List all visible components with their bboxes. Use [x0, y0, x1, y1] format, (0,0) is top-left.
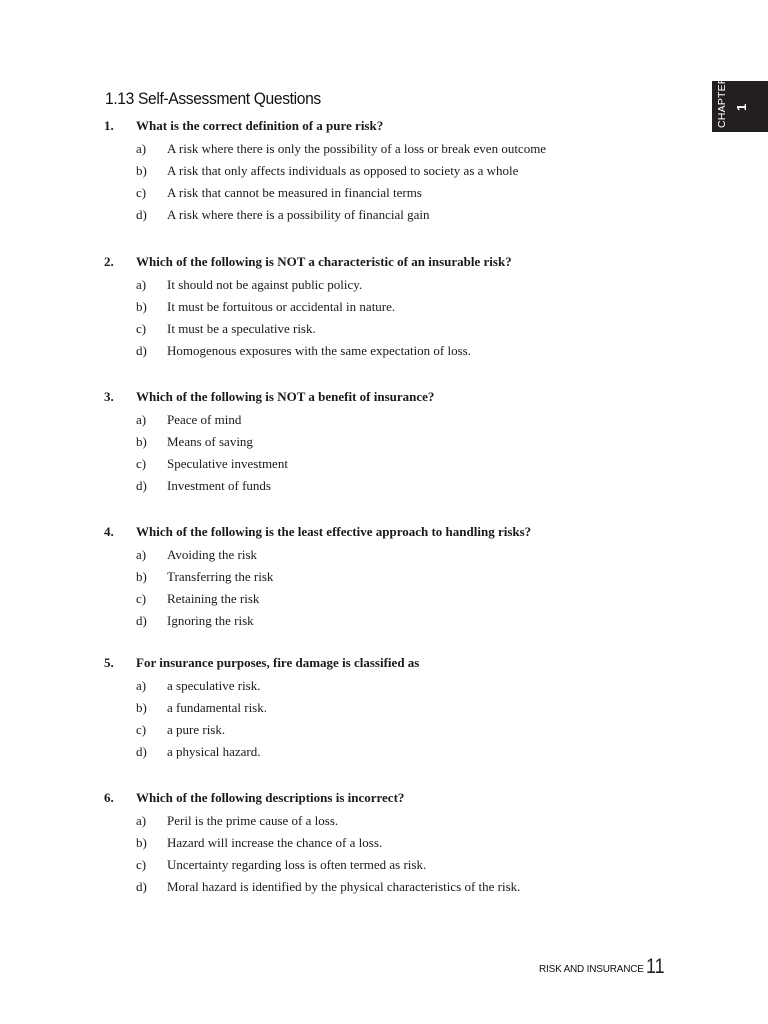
option-letter: a) [136, 678, 147, 693]
answer-option [0, 277, 700, 293]
answer-option [0, 163, 700, 179]
option-text: A risk that only affects individuals as opposed to society as a whole [167, 163, 519, 178]
question-number: 3. [104, 389, 114, 404]
option-text: a fundamental risk. [167, 700, 267, 715]
option-letter: d) [136, 207, 147, 222]
option-letter: a) [136, 141, 147, 156]
option-letter: b) [136, 835, 147, 850]
option-text: It should not be against public policy. [167, 277, 363, 292]
answer-option [0, 478, 700, 494]
option-text: Retaining the risk [167, 591, 260, 606]
question-number: 2. [104, 254, 114, 269]
answer-option [0, 813, 700, 829]
answer-option [0, 547, 700, 563]
footer-book-title: RISK AND INSURANCE [539, 964, 644, 975]
option-text: Peril is the prime cause of a loss. [167, 813, 339, 828]
option-text: Moral hazard is identified by the physical characteristics of the risk. [167, 879, 521, 894]
option-letter: b) [136, 569, 147, 584]
option-text: A risk where there is only the possibility of a loss or break even outcome [167, 141, 547, 156]
question-text: Which of the following is the least effective approach to handling risks? [136, 524, 532, 539]
answer-option [0, 879, 700, 895]
answer-option [0, 456, 700, 472]
option-text: Hazard will increase the chance of a loss. [167, 835, 383, 850]
option-text: Investment of funds [167, 478, 271, 493]
option-letter: b) [136, 163, 147, 178]
option-text: Peace of mind [167, 412, 242, 427]
question-text: Which of the following is NOT a benefit of insurance? [136, 389, 435, 404]
option-text: It must be a speculative risk. [167, 321, 316, 336]
option-text: Uncertainty regarding loss is often termed as risk. [167, 857, 427, 872]
option-letter: d) [136, 613, 147, 628]
answer-option [0, 569, 700, 585]
question-number: 5. [104, 655, 114, 670]
option-letter: d) [136, 343, 147, 358]
option-letter: c) [136, 185, 147, 200]
option-letter: b) [136, 700, 147, 715]
option-letter: d) [136, 744, 147, 759]
option-letter: a) [136, 412, 147, 427]
option-text: Speculative investment [167, 456, 288, 471]
option-text: Transferring the risk [167, 569, 274, 584]
section-title: 1.13 Self-Assessment Questions [105, 89, 321, 109]
answer-option [0, 141, 700, 157]
option-text: Means of saving [167, 434, 253, 449]
answer-option [0, 591, 700, 607]
answer-option [0, 207, 700, 223]
option-letter: b) [136, 434, 147, 449]
option-text: A risk where there is a possibility of financial gain [167, 207, 430, 222]
option-text: A risk that cannot be measured in financial terms [167, 185, 422, 200]
answer-option [0, 835, 700, 851]
answer-option [0, 299, 700, 315]
answer-option [0, 412, 700, 428]
option-letter: c) [136, 857, 147, 872]
chapter-tab-number: 1 [734, 103, 749, 111]
option-letter: c) [136, 722, 147, 737]
option-letter: c) [136, 321, 147, 336]
answer-option [0, 744, 700, 760]
option-letter: a) [136, 813, 147, 828]
question-text: Which of the following descriptions is incorrect? [136, 790, 405, 805]
chapter-tab-label: CHAPTER [716, 76, 728, 128]
question-text: For insurance purposes, fire damage is classified as [136, 655, 420, 670]
option-text: Ignoring the risk [167, 613, 254, 628]
option-letter: d) [136, 478, 147, 493]
question-number: 6. [104, 790, 114, 805]
answer-option [0, 613, 700, 629]
option-text: It must be fortuitous or accidental in nature. [167, 299, 396, 314]
question-number: 4. [104, 524, 114, 539]
option-text: a pure risk. [167, 722, 226, 737]
answer-option [0, 434, 700, 450]
option-letter: b) [136, 299, 147, 314]
option-letter: c) [136, 591, 147, 606]
page-number: 11 [646, 955, 665, 978]
answer-option [0, 722, 700, 738]
option-letter: d) [136, 879, 147, 894]
question-text: What is the correct definition of a pure risk? [136, 118, 384, 133]
answer-option [0, 321, 700, 337]
answer-option [0, 678, 700, 694]
option-letter: a) [136, 277, 147, 292]
option-text: Avoiding the risk [167, 547, 258, 562]
option-text: a speculative risk. [167, 678, 261, 693]
answer-option [0, 343, 700, 359]
option-text: a physical hazard. [167, 744, 261, 759]
answer-option [0, 700, 700, 716]
answer-option [0, 857, 700, 873]
question-text: Which of the following is NOT a characteristic of an insurable risk? [136, 254, 512, 269]
option-letter: c) [136, 456, 147, 471]
option-letter: a) [136, 547, 147, 562]
option-text: Homogenous exposures with the same expectation of loss. [167, 343, 471, 358]
answer-option [0, 185, 700, 201]
question-number: 1. [104, 118, 114, 133]
